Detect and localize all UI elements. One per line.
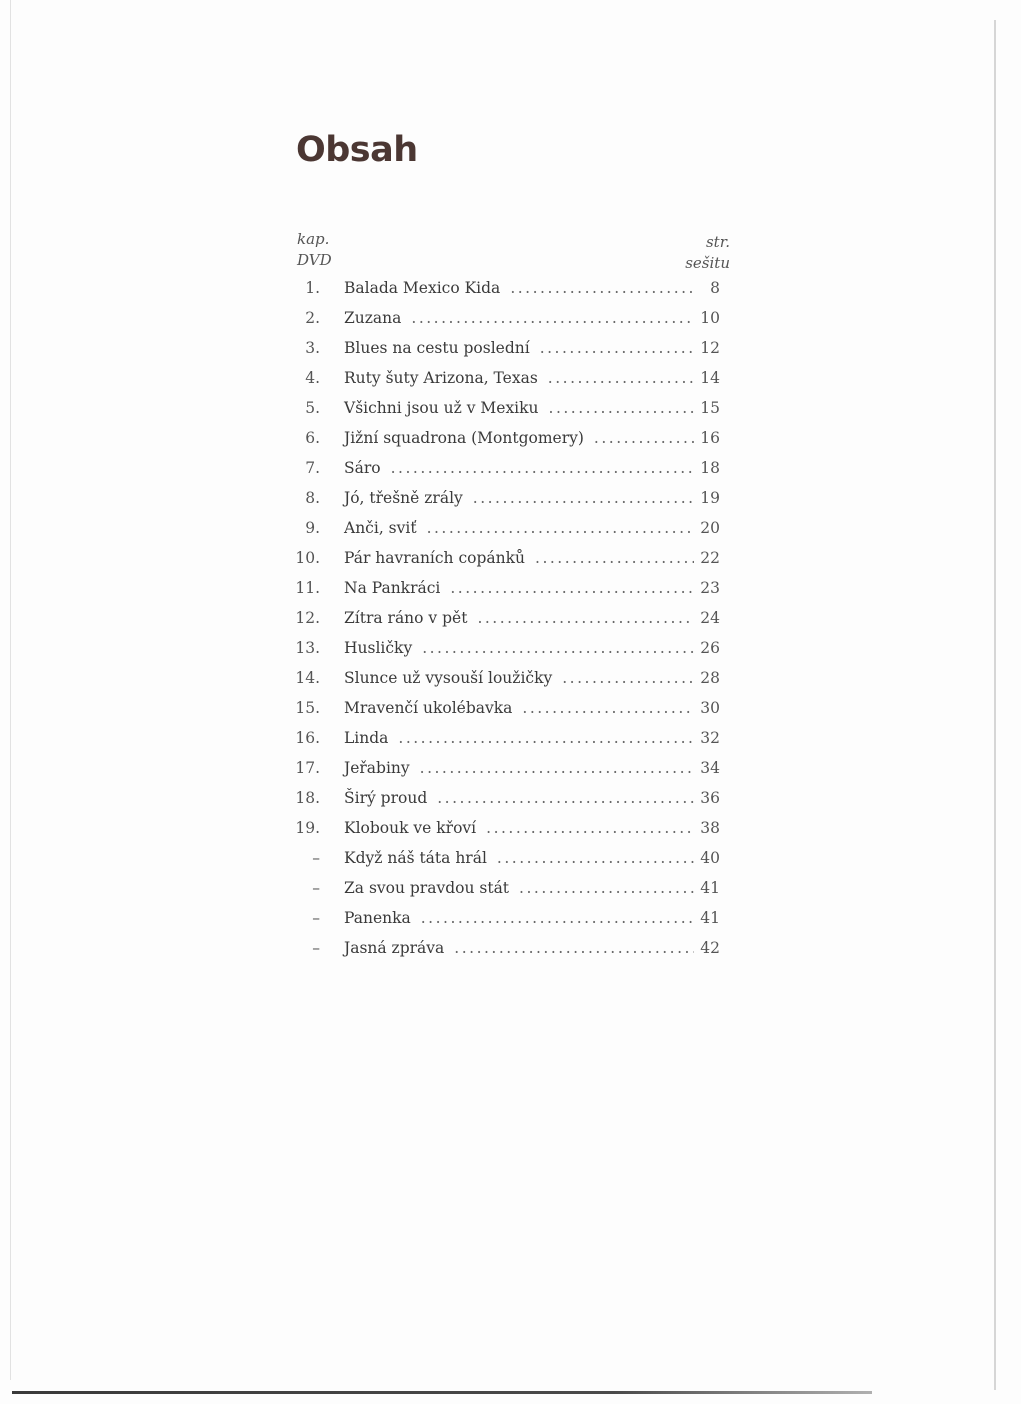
- toc-entry-page: 22: [700, 549, 720, 567]
- toc-entry-page: 18: [700, 459, 720, 477]
- page-edge-left: [10, 0, 11, 1380]
- toc-entry: [290, 639, 720, 669]
- toc-entry-page: 16: [700, 429, 720, 447]
- toc-entry-title: Na Pankráci: [344, 579, 441, 597]
- toc-entry-page: 12: [700, 339, 720, 357]
- toc-entry-number: 15.: [295, 699, 320, 717]
- toc-entry-number: 19.: [295, 819, 320, 837]
- toc-entry-page: 19: [700, 489, 720, 507]
- toc-dot-leader: [398, 729, 694, 747]
- toc-entry-number: –: [312, 909, 320, 927]
- toc-entry-number: 7.: [305, 459, 320, 477]
- toc-entry-page: 32: [700, 729, 720, 747]
- toc-dot-leader: [510, 279, 694, 297]
- toc-entry-number: –: [312, 879, 320, 897]
- toc-dot-leader: [420, 759, 694, 777]
- toc-entry-page: 41: [700, 879, 720, 897]
- toc-entry: [290, 699, 720, 729]
- toc-entry-title: Jó, třešně zrály: [344, 489, 463, 507]
- toc-entry-number: 3.: [305, 339, 320, 357]
- column-header-chapter-line2: DVD: [297, 251, 332, 269]
- toc-entry-title: Pár havraních copánků: [344, 549, 526, 567]
- toc-entry: [290, 669, 720, 699]
- toc-entry-number: 12.: [295, 609, 320, 627]
- toc-entry-number: 16.: [295, 729, 320, 747]
- toc-entry-title: Jižní squadrona (Montgomery): [344, 429, 584, 447]
- toc-entry-title: Za svou pravdou stát: [344, 879, 510, 897]
- toc-entry-page: 42: [700, 939, 720, 957]
- toc-entry: [290, 879, 720, 909]
- toc-dot-leader: [535, 549, 694, 567]
- toc-dot-leader: [522, 699, 694, 717]
- toc-entry-number: 4.: [305, 369, 320, 387]
- toc-entry: [290, 729, 720, 759]
- page-edge-right: [994, 20, 996, 1390]
- toc-entry-number: 6.: [305, 429, 320, 447]
- toc-dot-leader: [421, 909, 694, 927]
- toc-entry: [290, 459, 720, 489]
- toc-dot-leader: [437, 789, 694, 807]
- toc-entry: [290, 279, 720, 309]
- toc-dot-leader: [411, 309, 694, 327]
- toc-entry-number: 13.: [295, 639, 320, 657]
- toc-entry: [290, 549, 720, 579]
- toc-entry: [290, 609, 720, 639]
- toc-entry-page: 38: [700, 819, 720, 837]
- toc-entry-page: 26: [700, 639, 720, 657]
- toc-entry-number: 14.: [295, 669, 320, 687]
- toc-entry-page: 15: [700, 399, 720, 417]
- toc-entry-page: 20: [700, 519, 720, 537]
- toc-dot-leader: [519, 879, 694, 897]
- toc-dot-leader: [497, 849, 694, 867]
- toc-entry-page: 34: [700, 759, 720, 777]
- toc-entry-number: –: [312, 849, 320, 867]
- toc-dot-leader: [594, 429, 694, 447]
- toc-entry-page: 40: [700, 849, 720, 867]
- toc-entry: [290, 909, 720, 939]
- toc-entry-title: Panenka: [344, 909, 411, 927]
- toc-entry-page: 8: [710, 279, 720, 297]
- page-title: Obsah: [296, 130, 418, 170]
- toc-entry-title: Zuzana: [344, 309, 402, 327]
- column-header-page: [684, 232, 730, 274]
- toc-entry: [290, 759, 720, 789]
- toc-entry-number: –: [312, 939, 320, 957]
- toc-entry-number: 18.: [295, 789, 320, 807]
- toc-dot-leader: [473, 489, 694, 507]
- toc-entry: [290, 849, 720, 879]
- toc-dot-leader: [450, 579, 694, 597]
- toc-entry: [290, 369, 720, 399]
- column-header-chapter: [297, 229, 332, 271]
- toc-entry-title: Když náš táta hrál: [344, 849, 487, 867]
- toc-entry: [290, 519, 720, 549]
- toc-dot-leader: [486, 819, 694, 837]
- toc-entry-title: Blues na cestu poslední: [344, 339, 530, 357]
- toc-entry-number: 5.: [305, 399, 320, 417]
- toc-entry-title: Balada Mexico Kida: [344, 279, 501, 297]
- toc-entry-number: 1.: [305, 279, 320, 297]
- toc-entry: [290, 789, 720, 819]
- toc-entry-title: Mravenčí ukolébavka: [344, 699, 513, 717]
- toc-entry-title: Jeřabiny: [344, 759, 410, 777]
- toc-entry-number: 8.: [305, 489, 320, 507]
- toc-entry-title: Klobouk ve křoví: [344, 819, 477, 837]
- toc-dot-leader: [540, 339, 694, 357]
- toc-entry: [290, 819, 720, 849]
- toc-entry-page: 14: [700, 369, 720, 387]
- toc-entry-title: Všichni jsou už v Mexiku: [344, 399, 539, 417]
- toc-dot-leader: [427, 519, 694, 537]
- toc-entry-title: Linda: [344, 729, 389, 747]
- page-edge-bottom: [12, 1391, 872, 1394]
- toc-entry: [290, 579, 720, 609]
- toc-dot-leader: [477, 609, 694, 627]
- toc-dot-leader: [422, 639, 694, 657]
- toc-entry-title: Sáro: [344, 459, 381, 477]
- toc-entry: [290, 399, 720, 429]
- column-header-chapter-line1: kap.: [297, 230, 330, 248]
- toc-entry-title: Širý proud: [344, 789, 428, 807]
- toc-entry: [290, 429, 720, 459]
- toc-entry: [290, 339, 720, 369]
- toc-entry-page: 10: [700, 309, 720, 327]
- toc-entry-page: 23: [700, 579, 720, 597]
- toc-entry-number: 9.: [305, 519, 320, 537]
- toc-dot-leader: [454, 939, 694, 957]
- toc-entry-number: 10.: [295, 549, 320, 567]
- toc-entry-page: 24: [700, 609, 720, 627]
- toc-dot-leader: [549, 399, 694, 417]
- toc-entry-title: Husličky: [344, 639, 413, 657]
- toc-dot-leader: [391, 459, 694, 477]
- toc-entry-title: Ruty šuty Arizona, Texas: [344, 369, 538, 387]
- toc-entry: [290, 939, 720, 969]
- toc-entry-page: 28: [700, 669, 720, 687]
- column-header-page-line1: str.: [705, 233, 730, 251]
- toc-entry-page: 30: [700, 699, 720, 717]
- table-of-contents: [290, 279, 720, 969]
- toc-entry-title: Zítra ráno v pět: [344, 609, 468, 627]
- toc-entry-number: 17.: [295, 759, 320, 777]
- column-header-page-line2: sešitu: [685, 254, 730, 272]
- toc-entry: [290, 489, 720, 519]
- toc-dot-leader: [548, 369, 694, 387]
- toc-entry: [290, 309, 720, 339]
- toc-entry-page: 36: [700, 789, 720, 807]
- toc-entry-title: Anči, sviť: [344, 519, 417, 537]
- toc-entry-title: Slunce už vysouší loužičky: [344, 669, 553, 687]
- toc-entry-page: 41: [700, 909, 720, 927]
- toc-dot-leader: [562, 669, 694, 687]
- toc-entry-title: Jasná zpráva: [344, 939, 445, 957]
- toc-entry-number: 2.: [305, 309, 320, 327]
- toc-entry-number: 11.: [295, 579, 320, 597]
